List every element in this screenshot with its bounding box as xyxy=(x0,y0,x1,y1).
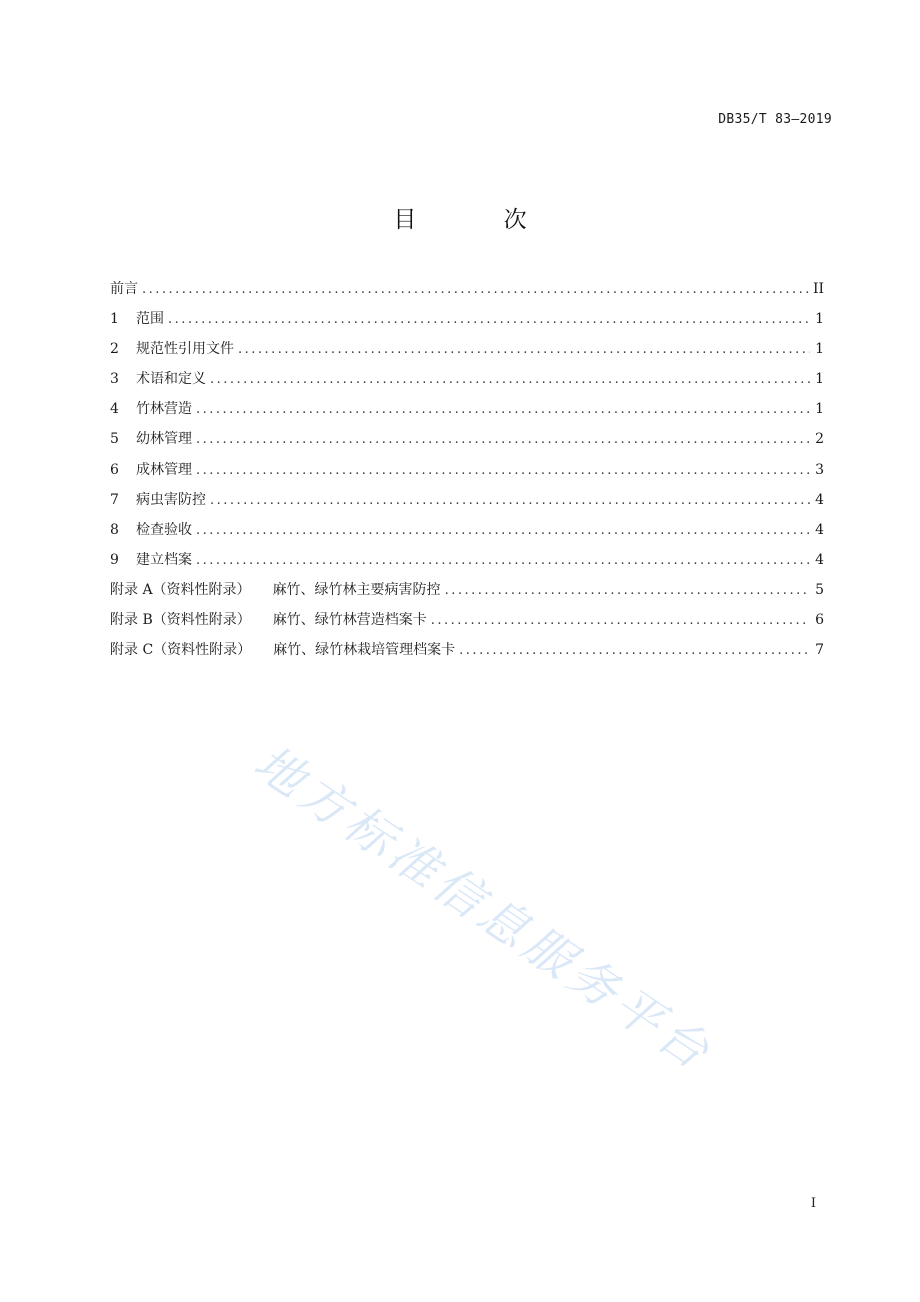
toc-leader-dots xyxy=(459,640,810,662)
toc-entry-appendix-b[interactable] xyxy=(110,609,824,639)
toc-leader-dots xyxy=(142,279,809,301)
toc-entry-7[interactable] xyxy=(110,489,824,519)
toc-leader-dots xyxy=(210,490,810,512)
watermark: 地方标准信息服务平台 xyxy=(243,734,723,1083)
page-number: I xyxy=(810,1196,816,1211)
toc-appendix-prefix: 附录 A（资料性附录） xyxy=(110,581,251,598)
toc-entry-label: 建立档案 xyxy=(136,551,192,568)
toc-entry-label: 麻竹、绿竹林营造档案卡 xyxy=(272,612,427,629)
toc-entry-number: 6 xyxy=(110,461,119,478)
toc-leader-dots xyxy=(196,429,810,451)
toc-entry-9[interactable] xyxy=(110,549,824,579)
toc-entry-page: 5 xyxy=(815,581,824,598)
toc-leader-dots xyxy=(238,339,810,361)
toc-entry-label: 范围 xyxy=(136,311,164,328)
toc-entry-5[interactable] xyxy=(110,428,824,458)
toc-entry-number: 9 xyxy=(110,551,119,568)
toc-entry-page: 4 xyxy=(815,491,824,508)
toc-entry-label: 麻竹、绿竹林主要病害防控 xyxy=(272,581,441,598)
standard-code: DB35/T 83—2019 xyxy=(718,112,832,127)
toc-leader-dots xyxy=(196,550,810,572)
toc-entry-number: 3 xyxy=(110,371,119,388)
table-of-contents xyxy=(110,278,824,669)
toc-entry-number: 4 xyxy=(110,401,119,418)
toc-entry-label: 成林管理 xyxy=(136,461,192,478)
toc-entry-6[interactable] xyxy=(110,459,824,489)
toc-entry-label: 检查验收 xyxy=(136,521,192,538)
toc-entry-label: 术语和定义 xyxy=(136,371,206,388)
toc-entry-page: 1 xyxy=(815,401,824,418)
toc-entry-label: 规范性引用文件 xyxy=(136,341,234,358)
toc-entry-appendix-c[interactable] xyxy=(110,639,824,669)
toc-leader-dots xyxy=(431,610,810,632)
toc-entry-number: 1 xyxy=(110,311,119,328)
toc-entry-page: 1 xyxy=(815,341,824,358)
toc-appendix-prefix: 附录 C（资料性附录） xyxy=(110,642,252,659)
toc-entry-page: 4 xyxy=(815,521,824,538)
toc-entry-label: 竹林营造 xyxy=(136,401,192,418)
toc-entry-4[interactable] xyxy=(110,398,824,428)
toc-entry-8[interactable] xyxy=(110,519,824,549)
toc-entry-2[interactable] xyxy=(110,338,824,368)
toc-entry-number: 2 xyxy=(110,341,119,358)
toc-entry-label: 前言 xyxy=(110,281,138,297)
toc-entry-preface[interactable] xyxy=(110,278,824,308)
toc-entry-page: 2 xyxy=(815,431,824,448)
toc-leader-dots xyxy=(196,460,810,482)
toc-leader-dots xyxy=(210,369,810,391)
toc-entry-label: 麻竹、绿竹林栽培管理档案卡 xyxy=(273,642,456,659)
toc-entry-label: 幼林管理 xyxy=(136,431,192,448)
toc-entry-page: 7 xyxy=(815,642,824,659)
toc-entry-number: 8 xyxy=(110,521,119,538)
toc-entry-appendix-a[interactable] xyxy=(110,579,824,609)
toc-leader-dots xyxy=(445,580,810,602)
toc-entry-1[interactable] xyxy=(110,308,824,338)
page-title: 目 次 xyxy=(393,207,567,233)
toc-entry-page: 6 xyxy=(815,612,824,629)
toc-leader-dots xyxy=(168,309,810,331)
toc-entry-label: 病虫害防控 xyxy=(136,491,206,508)
toc-entry-3[interactable] xyxy=(110,368,824,398)
toc-entry-number: 5 xyxy=(110,431,119,448)
toc-leader-dots xyxy=(196,399,810,421)
toc-leader-dots xyxy=(196,520,810,542)
toc-entry-page: 3 xyxy=(815,461,824,478)
toc-entry-page: 1 xyxy=(815,311,824,328)
toc-appendix-prefix: 附录 B（资料性附录） xyxy=(110,612,251,629)
toc-entry-number: 7 xyxy=(110,491,119,508)
toc-entry-page: II xyxy=(812,281,824,297)
toc-entry-page: 1 xyxy=(815,371,824,388)
toc-entry-page: 4 xyxy=(815,551,824,568)
